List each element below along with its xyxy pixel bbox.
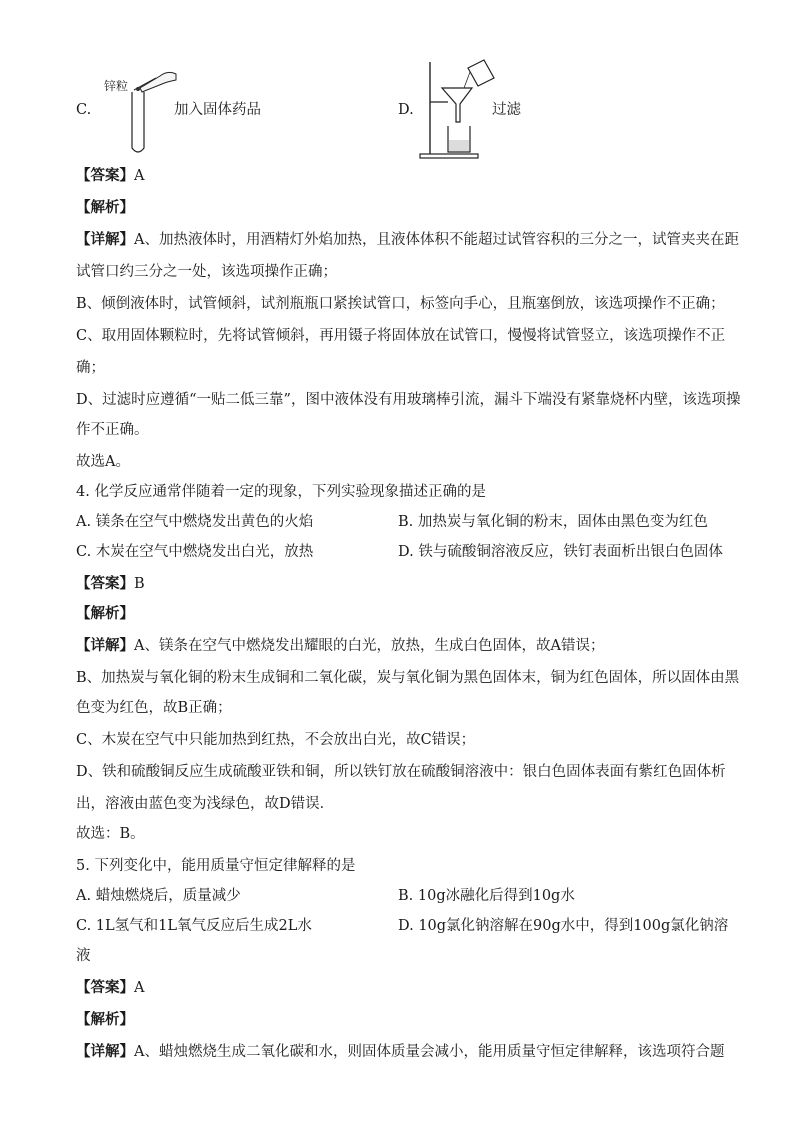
q4-stem: 4. 化学反应通常伴随着一定的现象，下列实验现象描述正确的是 — [76, 484, 486, 500]
q4-detail-line-2: B、加热炭与氧化铜的粉末生成铜和二氧化碳，炭与氧化铜为黑色固体末，铜为红色固体，所以固体由黑 — [76, 670, 740, 686]
detail-text: A、加热液体时，用酒精灯外焰加热，且液体体积不能超过试管容积的三分之一，试管夹夹在距 — [134, 232, 739, 248]
q3-detail-line-4: C、取用固体颗粒时，先将试管倾斜，再用镊子将固体放在试管口，慢慢将试管竖立，该选项操作不正 — [76, 328, 726, 344]
q4-detail-line-5: D、铁和硫酸铜反应生成硫酸亚铁和铜，所以铁钉放在硫酸铜溶液中：银白色固体表面有紫红色固体析 — [76, 764, 726, 780]
q4-option-d: D. 铁与硫酸铜溶液反应，铁钉表面析出银白色固体 — [398, 544, 723, 560]
answer-value: A — [134, 980, 145, 996]
q5-option-a: A. 蜡烛燃烧后，质量减少 — [76, 888, 241, 904]
detail-text: A、蜡烛燃烧生成二氧化碳和水，则固体质量会减小，能用质量守恒定律解释，该选项符合题 — [134, 1044, 725, 1060]
q4-analysis-label: 【解析】 — [76, 605, 134, 622]
q4-answer — [76, 574, 724, 594]
detail-label: 【详解】 — [76, 231, 134, 248]
q3-detail-line-6: D、过滤时应遵循“一贴二低三靠”，图中液体没有用玻璃棒引流，漏斗下端没有紧靠烧杯内壁，该选项操 — [76, 392, 741, 408]
q4-detail-line-3: 色变为红色，故B正确； — [76, 700, 232, 716]
q3-analysis-label: 【解析】 — [76, 199, 134, 216]
q3-detail-line-2: 试管口约三分之一处，该选项操作正确； — [76, 264, 337, 280]
answer-label: 【答案】 — [76, 979, 134, 996]
option-c-caption: 加入固体药品 — [174, 102, 261, 118]
q4-detail-line-1 — [76, 636, 724, 656]
test-tube-zinc-figure — [104, 62, 184, 162]
q3-answer — [76, 166, 724, 186]
answer-value: A — [134, 168, 145, 184]
test-tube-icon — [132, 92, 144, 152]
q4-option-a: A. 镁条在空气中燃烧发出黄色的火焰 — [76, 514, 314, 530]
answer-value: B — [134, 576, 145, 592]
q5-option-d-continued: 液 — [76, 948, 91, 964]
funnel-icon — [442, 88, 472, 122]
detail-label: 【详解】 — [76, 1043, 134, 1060]
q4-option-b: B. 加热炭与氧化铜的粉末，固体由黑色变为红色 — [398, 514, 708, 530]
liquid-stream-icon — [464, 72, 470, 88]
q4-detail-line-6: 出，溶液由蓝色变为浅绿色，故D错误． — [76, 796, 335, 812]
answer-label: 【答案】 — [76, 167, 134, 184]
zinc-granule-icon — [136, 87, 140, 91]
q3-detail-line-3: B、倾倒液体时，试管倾斜，试剂瓶瓶口紧挨试管口，标签向手心，且瓶塞倒放，该选项操作不正确； — [76, 296, 725, 312]
q3-detail-line-1 — [76, 230, 739, 250]
option-d-caption: 过滤 — [492, 102, 521, 118]
hand-icon — [140, 72, 176, 92]
q4-option-c: C. 木炭在空气中燃烧发出白光，放热 — [76, 544, 314, 560]
detail-label: 【详解】 — [76, 637, 134, 654]
filtrate-icon — [449, 140, 469, 151]
q5-option-c: C. 1L氢气和1L氧气反应后生成2L水 — [76, 918, 312, 934]
stand-base-icon — [420, 154, 478, 158]
q3-detail-line-7: 作不正确。 — [76, 422, 149, 438]
q5-detail-line-1 — [76, 1042, 724, 1062]
answer-label: 【答案】 — [76, 575, 134, 592]
q5-option-d: D. 10g氯化钠溶解在90g水中，得到100g氯化钠溶 — [398, 918, 729, 934]
zinc-tag: 锌粒 — [104, 79, 129, 93]
q4-detail-line-4: C、木炭在空气中只能加热到红热，不会放出白光，故C错误； — [76, 732, 476, 748]
option-d-letter: D. — [398, 102, 414, 118]
pouring-beaker-icon — [468, 60, 494, 86]
q5-option-b: B. 10g冰融化后得到10g水 — [398, 888, 575, 904]
option-c-letter: C. — [76, 102, 92, 118]
q4-conclusion: 故选：B。 — [76, 826, 145, 842]
q3-detail-line-5: 确； — [76, 360, 105, 376]
detail-text: A、镁条在空气中燃烧发出耀眼的白光，放热，生成白色固体，故A错误； — [134, 638, 605, 654]
q5-stem: 5. 下列变化中，能用质量守恒定律解释的是 — [76, 858, 356, 874]
q3-conclusion: 故选A。 — [76, 454, 130, 470]
q5-answer — [76, 978, 724, 998]
q5-analysis-label: 【解析】 — [76, 1011, 134, 1028]
